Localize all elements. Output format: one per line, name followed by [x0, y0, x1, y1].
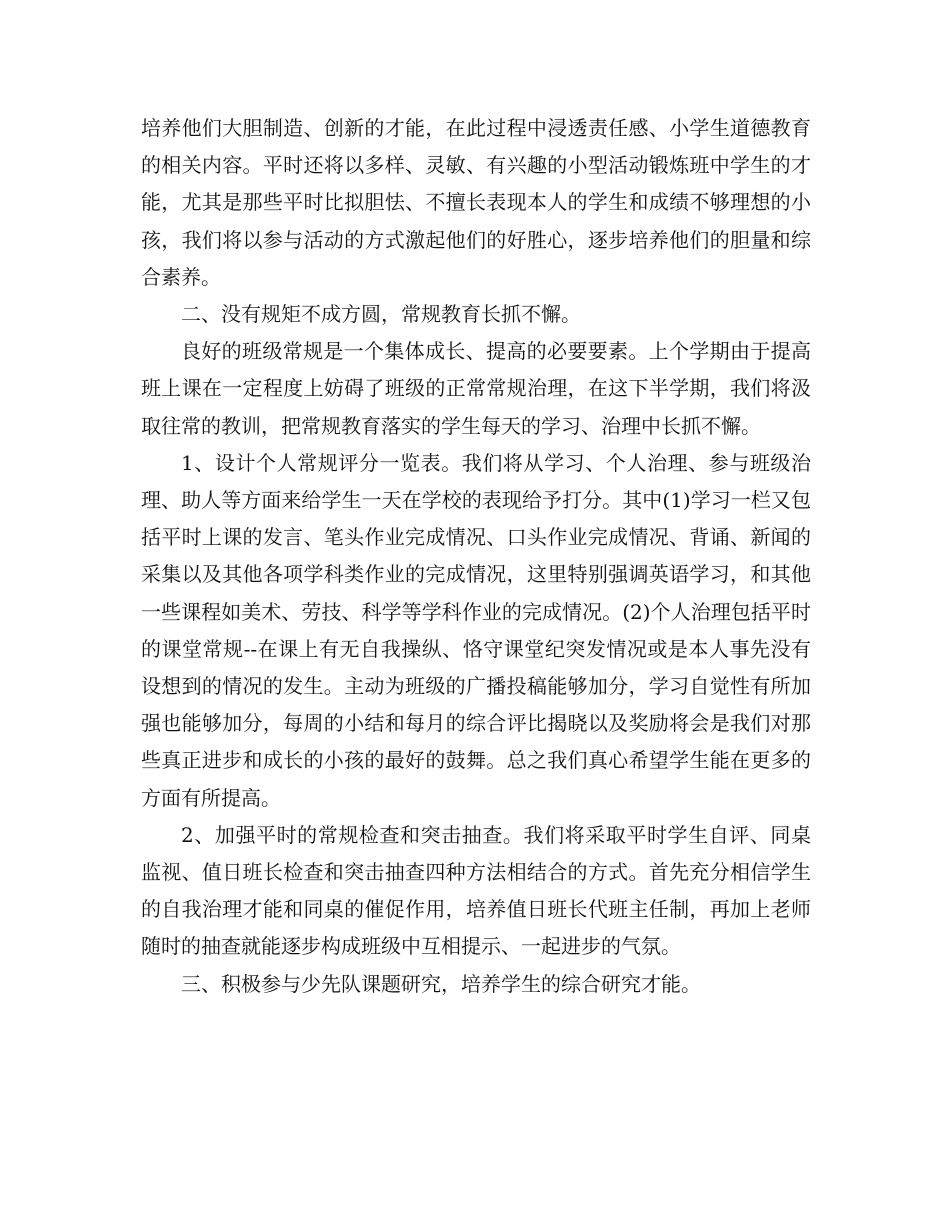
paragraph-class-routine: 良好的班级常规是一个集体成长、提高的必要要素。上个学期由于提高班上课在一定程度上妨碍了班级的正常常规治理，在这下半学期，我们将汲取往常的教训，把常规教育落实的学生每天的学习、治理中长抓不懈。	[141, 339, 811, 438]
paragraph-item-1-scoring-table: 1、设计个人常规评分一览表。我们将从学习、个人治理、参与班级治理、助人等方面来给学生一天在学校的表现给予打分。其中(1)学习一栏又包括平时上课的发言、笔头作业完成情况、口头作业完成情况、背诵、新闻的采集以及其他各项学科类作业的完成情况，这里特别强调英语学习，和其他一些课程如美术、劳技、科学等学科作业的完成情况。(2)个人治理包括平时的课堂常规--在课上有无自我操纵、恪守课堂纪突发情况或是本人事先没有设想到的情况的发生。主动为班级的广播投稿能够加分，学习自觉性有所加强也能够加分，每周的小结和每月的综合评比揭晓以及奖励将会是我们对那些真正进步和成长的小孩的最好的鼓舞。总之我们真心希望学生能在更多的方面有所提高。	[141, 450, 811, 810]
document-body	[141, 110, 811, 1003]
paragraph-item-2-inspection: 2、加强平时的常规检查和突击抽查。我们将采取平时学生自评、同桌监视、值日班长检查和突击抽查四种方法相结合的方式。首先充分相信学生的自我治理才能和同桌的催促作用，培养值日班长代班主任制，再加上老师随时的抽查就能逐步构成班级中互相提示、一起进步的气氛。	[141, 822, 811, 959]
section-heading-2: 二、没有规矩不成方圆，常规教育长抓不懈。	[181, 302, 581, 327]
section-heading-3: 三、积极参与少先队课题研究，培养学生的综合研究才能。	[181, 971, 701, 996]
paragraph-continuation: 培养他们大胆制造、创新的才能，在此过程中浸透责任感、小学生道德教育的相关内容。平时还将以多样、灵敏、有兴趣的小型活动锻炼班中学生的才能，尤其是那些平时比拟胆怯、不擅长表现本人的学生和成绩不够理想的小孩，我们将以参与活动的方式激起他们的好胜心，逐步培养他们的胆量和综合素养。	[141, 116, 811, 289]
